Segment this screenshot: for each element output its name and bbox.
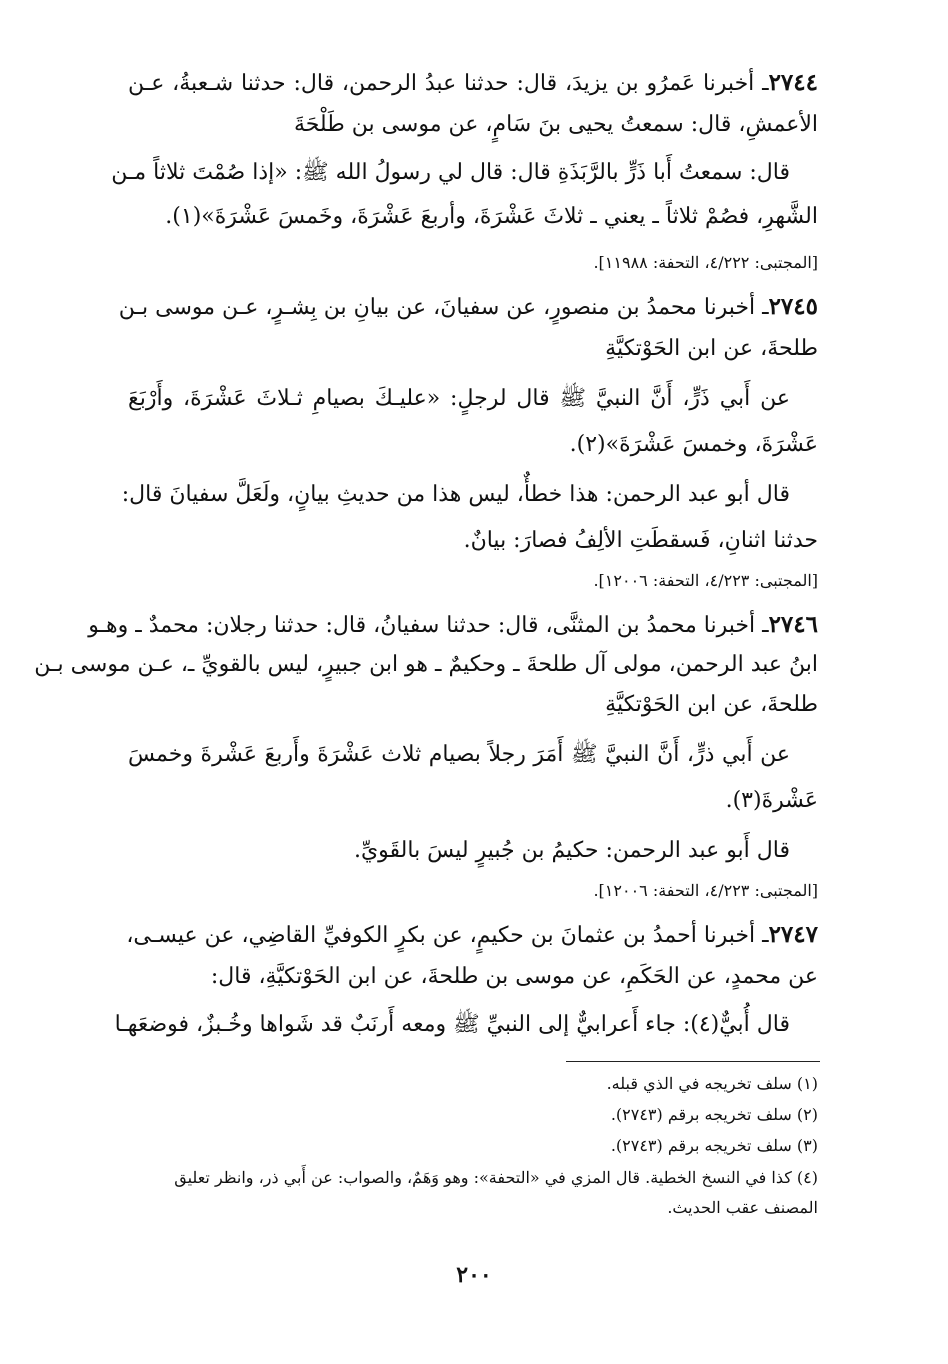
hadith-2747-line-1 [128, 918, 818, 953]
hadith-2745-reference: [المجتبى: ٤/٢٢٣، التحفة: ١٢٠٠٦]. [593, 571, 818, 590]
hadith-number: ٢٧٤٤ [768, 69, 818, 96]
hadith-number: ٢٧٤٦ [768, 611, 818, 638]
hadith-2744-line-3: قال: سمعتُ أَبا ذَرٍّ بالرَّبَذَةِ قال: قال لي رسولُ الله ﷺ: «إذا صُمْتَ ثلاثاً مـن [111, 160, 790, 185]
hadith-2746-line-1 [88, 608, 818, 643]
hadith-2745-line-5: قال أبو عبد الرحمن: هذا خطأٌ، ليس هذا من حديثِ بيانٍ، ولَعَلَّ سفيانَ قال: [121, 482, 790, 507]
page-number: ٢٠٠ [456, 1262, 492, 1288]
footnote-separator [566, 1061, 820, 1062]
hadith-2746-line-2: ابنُ عبد الرحمن، مولى آل طلحةَ ـ وحكيمٌ ـ هو ابن جبيرٍ، ليس بالقويِّ ـ، عـن موسى بـن [34, 652, 818, 677]
hadith-2745-line-3: عن أَبي ذَرٍّ، أَنَّ النبيَّ ﷺ قال لرجلٍ: «عليـكَ بصيامِ ثـلاثَ عَشْرَةَ، وأَرْبَعَ [128, 386, 790, 411]
hadith-2746-line-6: قال أَبو عبد الرحمن: حكيمُ بن جُبيرٍ ليسَ بالقَويِّ. [353, 838, 790, 863]
footnote-3: (٣) سلف تخريجه برقم (٢٧٤٣). [610, 1136, 818, 1155]
hadith-2744-reference: [المجتبى: ٤/٢٢٢، التحفة: ١١٩٨٨]. [593, 253, 818, 272]
hadith-2745-line-1 [118, 290, 818, 325]
hadith-text: ـ أخبرنا أحمدُ بن عثمانَ بن حكيمٍ، عن بكرٍ الكوفيِّ القاضِي، عن عيسـى، [126, 923, 769, 948]
hadith-2744-line-4: الشَّهرِ، فصُمْ ثلاثاً ـ يعني ـ ثلاثَ عَشْرَةَ، وأربعَ عَشْرَةَ، وخَمسَ عَشْرَةَ»(١). [165, 204, 818, 229]
hadith-2745-line-6: حدثنا اثنانِ، فَسقطَتِ الألِفُ فصارَ: بيانٌ. [463, 528, 818, 553]
footnote-4-line-2: المصنف عقب الحديث. [667, 1198, 818, 1217]
hadith-2746-reference: [المجتبى: ٤/٢٢٣، التحفة: ١٢٠٠٦]. [593, 881, 818, 900]
hadith-text: ـ أخبرنا محمدُ بن المثنَّى، قال: حدثنا سفيانُ، قال: حدثنا رجلان: محمدٌ ـ وهـو [88, 613, 769, 638]
hadith-number: ٢٧٤٧ [768, 921, 818, 948]
footnote-4-line-1: (٤) كذا في النسخ الخطية. قال المزي في «التحفة»: وهو وَهَمٌ، والصواب: عن أَبي ذر، وانظر تعليق [174, 1168, 818, 1187]
hadith-2747-line-2: عن محمدٍ، عن الحَكَمِ، عن موسى بن طلحةَ، عن ابن الحَوْتكيَّةِ، قال: [210, 964, 818, 989]
footnote-2: (٢) سلف تخريجه برقم (٢٧٤٣). [610, 1105, 818, 1124]
hadith-number: ٢٧٤٥ [768, 293, 818, 320]
hadith-2746-line-4: عن أَبي ذرٍّ، أَنَّ النبيَّ ﷺ أَمَرَ رجلاً بصيام ثلاث عَشْرَةَ وأَربعَ عَشْرةَ وخمسَ [128, 742, 790, 767]
hadith-text: ـ أخبرنا محمدُ بن منصورٍ، عن سفيانَ، عن بيانِ بن بِشـرٍ، عـن موسى بـن [118, 295, 769, 320]
hadith-2746-line-3: طلحةَ، عن ابن الحَوْتكيَّةِ [605, 692, 818, 717]
hadith-2745-line-4: عَشْرَةَ، وخمسَ عَشْرَةَ»(٢). [569, 432, 818, 457]
hadith-2744-line-2: الأعمشِ، قال: سمعتُ يحيى بنَ سَامٍ، عن موسى بن طَلْحَةَ [293, 112, 818, 137]
hadith-text: ـ أخبرنا عَمرُو بن يزيدَ، قال: حدثنا عبدُ الرحمن، قال: حدثنا شـعبةُ، عـن [128, 71, 769, 96]
hadith-2747-line-3: قال أُبيٌّ(٤): جاء أَعرابيٌّ إلى النبيِّ ﷺ ومعه أَرنَبٌ قد شَواها وخُـبزٌ، فوضعَهـا [114, 1012, 790, 1037]
hadith-2744-line-1 [128, 66, 818, 101]
hadith-2745-line-2: طلحةَ، عن ابن الحَوْتكيَّةِ [605, 336, 818, 361]
hadith-2746-line-5: عَشْرةَ(٣). [725, 788, 818, 813]
footnote-1: (١) سلف تخريجه في الذي قبله. [606, 1074, 818, 1093]
